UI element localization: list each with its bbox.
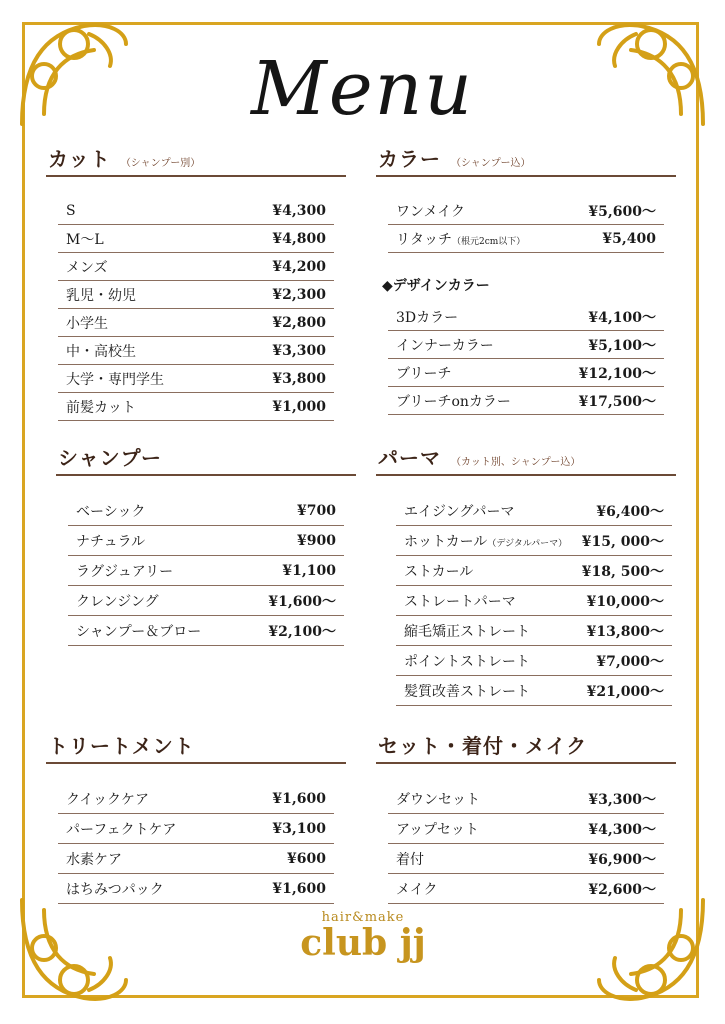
menu-item-label: エイジングパーマ [404, 503, 515, 520]
menu-item-label: 大学・専門学生 [66, 371, 164, 388]
menu-item [388, 874, 664, 904]
menu-item-label: シャンプー＆ブロー [76, 623, 202, 640]
menu-item-name [76, 531, 145, 551]
section-color [376, 143, 676, 415]
menu-item-price: ¥21,000～ [586, 683, 664, 700]
section-title: カラー [378, 147, 441, 171]
menu-item-name [396, 229, 525, 249]
menu-item [68, 526, 344, 556]
menu-item-label: ベーシック [76, 503, 146, 520]
menu-item [388, 303, 664, 331]
menu-item [58, 197, 334, 225]
menu-item [388, 814, 664, 844]
menu-item-price: ¥1,000 [272, 398, 326, 415]
menu-item [58, 844, 334, 874]
menu-item-label: ワンメイク [396, 203, 466, 220]
menu-item-label: はちみつパック [66, 881, 164, 898]
ornament-corner-bottom-left [14, 890, 134, 1010]
menu-item-price: ¥7,000～ [596, 653, 664, 670]
menu-item-price: ¥3,100 [272, 820, 326, 837]
menu-item-label: メンズ [66, 259, 108, 276]
menu-item-name [66, 229, 104, 249]
menu-item-price: ¥4,300～ [588, 821, 656, 838]
menu-item-name [66, 257, 108, 277]
menu-item-name [76, 561, 173, 581]
section-treatment [46, 730, 346, 904]
menu-item-name [66, 819, 176, 839]
menu-item-price: ¥10,000～ [586, 593, 664, 610]
item-list [68, 496, 344, 646]
menu-item [396, 616, 672, 646]
menu-item [68, 556, 344, 586]
menu-item-label: 3Dカラー [396, 309, 459, 326]
section-header [56, 442, 356, 476]
menu-item-price: ¥1,100 [282, 562, 336, 579]
menu-item [388, 387, 664, 415]
menu-item [58, 281, 334, 309]
menu-item-price: ¥4,300 [272, 202, 326, 219]
menu-item-name [76, 501, 145, 521]
menu-item-label: ブリーチ [396, 365, 452, 382]
menu-item [58, 393, 334, 421]
menu-item-label: メイク [396, 881, 438, 898]
menu-title: Menu [251, 46, 474, 132]
menu-item-label: 中・高校生 [66, 343, 136, 360]
menu-item [58, 309, 334, 337]
menu-item-price: ¥15, 000～ [581, 533, 664, 550]
menu-item [58, 814, 334, 844]
menu-item [396, 646, 672, 676]
menu-item-name [404, 621, 530, 641]
menu-item-price: ¥1,600～ [268, 593, 336, 610]
menu-item-label: 髪質改善ストレート [404, 683, 530, 700]
menu-item-name [404, 561, 473, 581]
menu-item-label: アップセット [396, 821, 479, 838]
menu-item-price: ¥5,600～ [588, 203, 656, 220]
menu-item-price: ¥13,800～ [586, 623, 664, 640]
menu-item-price: ¥12,100～ [578, 365, 656, 382]
menu-item-name [404, 531, 567, 551]
menu-item-name [66, 341, 136, 361]
menu-item [58, 784, 334, 814]
menu-item-name [66, 849, 122, 869]
menu-item-name [404, 501, 515, 521]
menu-item-name [396, 335, 494, 355]
menu-item-label: ストレートパーマ [404, 593, 516, 610]
menu-item [68, 496, 344, 526]
section-cut [46, 143, 346, 421]
menu-item-name [66, 369, 164, 389]
menu-item-price: ¥2,100～ [268, 623, 336, 640]
logo-subtitle: hair&make [321, 910, 405, 925]
menu-item-price: ¥900 [297, 532, 336, 549]
menu-item-name [66, 313, 108, 333]
menu-item-subnote: （根元2cm以下） [452, 236, 526, 247]
menu-item-name [396, 363, 451, 383]
menu-item [58, 337, 334, 365]
section-title: トリートメント [48, 734, 195, 758]
menu-item-name [396, 819, 479, 839]
menu-item-label: 小学生 [66, 315, 108, 332]
menu-item-name [396, 879, 437, 899]
menu-item-name [76, 621, 201, 641]
menu-item-name [66, 203, 76, 219]
menu-item-label: クイックケア [66, 791, 150, 808]
menu-item-subnote: （デジタルパーマ） [487, 538, 568, 549]
menu-item-price: ¥4,100～ [588, 309, 656, 326]
menu-item-label: 水素ケア [66, 851, 122, 868]
menu-item [58, 253, 334, 281]
menu-item [396, 586, 672, 616]
menu-item-name [404, 681, 530, 701]
menu-item-price: ¥700 [297, 502, 336, 519]
menu-item-price: ¥3,800 [272, 370, 326, 387]
menu-item-name [66, 789, 149, 809]
menu-item-name [76, 591, 159, 611]
logo-name: club jj [300, 922, 426, 964]
item-list [58, 197, 334, 421]
section-title: パーマ [378, 446, 441, 470]
menu-item-label: ナチュラル [76, 533, 146, 550]
menu-item [396, 556, 672, 586]
menu-item-label: ダウンセット [396, 791, 480, 808]
menu-item-name [396, 789, 480, 809]
menu-item [388, 784, 664, 814]
menu-item [388, 225, 664, 253]
menu-item-label: M～L [66, 231, 104, 248]
menu-item [396, 496, 672, 526]
section-header [376, 442, 676, 476]
menu-item-label: ブリーチonカラー [396, 393, 511, 410]
menu-item-price: ¥6,900～ [588, 851, 656, 868]
salon-logo [288, 910, 438, 990]
menu-item-label: パーフェクトケア [66, 821, 177, 838]
menu-item-price: ¥4,800 [272, 230, 326, 247]
menu-item-name [396, 307, 458, 327]
menu-item-name [404, 591, 516, 611]
menu-item-label: クレンジング [76, 593, 159, 610]
menu-item-name [404, 651, 530, 671]
menu-item [68, 616, 344, 646]
menu-item-name [66, 285, 136, 305]
menu-item [388, 331, 664, 359]
design-color-heading: ◆デザインカラー [382, 278, 490, 294]
menu-item [58, 874, 334, 904]
menu-item-name [66, 879, 164, 899]
menu-item [388, 359, 664, 387]
menu-item-price: ¥4,200 [272, 258, 326, 275]
item-list [388, 197, 664, 253]
menu-item-label: 縮毛矯正ストレート [404, 623, 530, 640]
section-note: （シャンプー別） [120, 158, 201, 169]
menu-item-label: 乳児・幼児 [66, 287, 136, 304]
menu-item-name [66, 397, 136, 417]
menu-item [388, 844, 664, 874]
menu-item-name [396, 849, 424, 869]
item-list [396, 496, 672, 706]
menu-item-label: 着付 [396, 851, 424, 868]
menu-item-price: ¥5,100～ [588, 337, 656, 354]
section-title: シャンプー [58, 446, 162, 470]
item-list [388, 784, 664, 904]
menu-item-price: ¥17,500～ [578, 393, 656, 410]
menu-item-label: ラグジュアリー [76, 563, 174, 580]
menu-item-label: リタッチ [396, 231, 452, 248]
menu-item [396, 676, 672, 706]
menu-item-price: ¥1,600 [272, 880, 326, 897]
menu-item [58, 365, 334, 393]
menu-item [396, 526, 672, 556]
menu-item-price: ¥6,400～ [596, 503, 664, 520]
section-header [46, 730, 346, 764]
menu-item [388, 197, 664, 225]
item-list [388, 303, 664, 415]
section-note: （カット別、シャンプー込） [451, 457, 581, 468]
menu-item-price: ¥2,600～ [588, 881, 656, 898]
menu-item-price: ¥2,300 [272, 286, 326, 303]
menu-item-price: ¥600 [287, 850, 326, 867]
ornament-corner-bottom-right [591, 890, 711, 1010]
menu-item-name [396, 201, 465, 221]
menu-item-label: ストカール [404, 563, 474, 580]
section-header [46, 143, 346, 177]
menu-item [58, 225, 334, 253]
section-note: （シャンプー込） [451, 158, 531, 169]
menu-item-price: ¥2,800 [272, 314, 326, 331]
section-header [376, 143, 676, 177]
menu-item-price: ¥5,400 [602, 230, 656, 247]
menu-item-label: 前髪カット [66, 399, 136, 416]
section-shampoo [56, 442, 356, 646]
section-header [376, 730, 676, 764]
menu-item-label: ホットカール [404, 533, 488, 550]
section-set [376, 730, 676, 904]
menu-item-label: インナーカラー [396, 337, 494, 354]
menu-item-name [396, 391, 511, 411]
menu-item-label: S [66, 202, 76, 219]
section-perm [376, 442, 676, 706]
section-title: カット [48, 147, 111, 171]
menu-item-price: ¥18, 500～ [581, 563, 664, 580]
menu-item-price: ¥3,300～ [588, 791, 656, 808]
menu-item-label: ポイントストレート [404, 653, 530, 670]
item-list [58, 784, 334, 904]
menu-item-price: ¥1,600 [272, 790, 326, 807]
menu-item [68, 586, 344, 616]
menu-item-price: ¥3,300 [272, 342, 326, 359]
section-title: セット・着付・メイク [378, 734, 588, 758]
